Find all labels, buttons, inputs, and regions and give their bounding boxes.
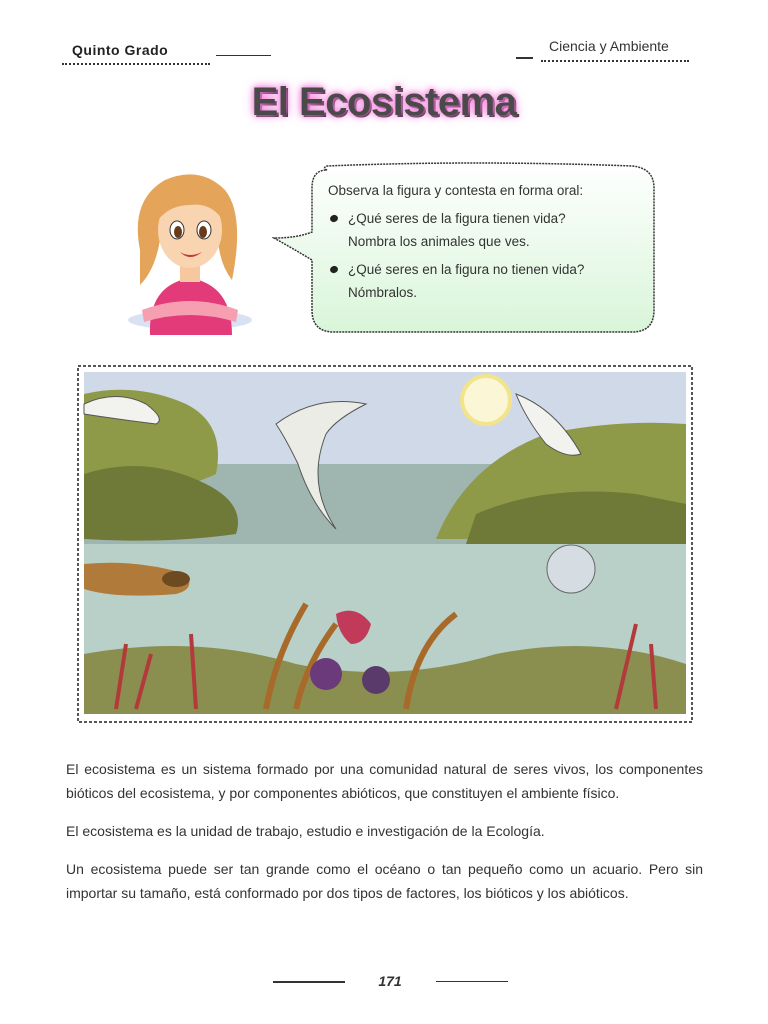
- question-line: ¿Qué seres de la figura tienen vida?: [348, 210, 566, 226]
- girl-illustration: [120, 160, 260, 335]
- page-number: 171: [378, 973, 402, 989]
- question-item: [328, 212, 648, 249]
- header-left-rule: [216, 55, 271, 56]
- body-text: [66, 757, 703, 919]
- paragraph: El ecosistema es un sistema formado por una comunidad natural de seres vivos, los componentes bióticos del ecosistema, y por componentes abióticos, que constituyen el ambiente físico.: [66, 761, 703, 801]
- paragraph: El ecosistema es la unidad de trabajo, estudio e investigación de la Ecología.: [66, 823, 545, 839]
- ecosystem-illustration: [76, 364, 694, 724]
- question-line: ¿Qué seres en la figura no tienen vida?: [348, 261, 585, 277]
- page-title: El Ecosistema: [251, 80, 517, 124]
- footer-right-rule: [436, 981, 508, 982]
- question-line: Nombra los animales que ves.: [348, 234, 530, 249]
- header-grade: [62, 40, 210, 65]
- bullet-icon: [329, 264, 339, 273]
- question-line: Nómbralos.: [348, 285, 418, 300]
- footer-left-rule: [273, 981, 345, 983]
- question-item: [328, 263, 648, 300]
- bubble-content: [328, 184, 648, 314]
- header-subject: Ciencia y Ambiente: [541, 38, 689, 62]
- bullet-icon: [329, 213, 339, 222]
- header-right-dash: [516, 57, 533, 59]
- grade-label: Quinto Grado: [72, 42, 169, 58]
- bubble-intro: Observa la figura y contesta en forma oral:: [328, 183, 584, 198]
- paragraph: Un ecosistema puede ser tan grande como el océano o tan pequeño como un acuario. Pero sin importar su tamaño, está conformado por dos tipos de factores, los bióticos y los abióticos.: [66, 861, 703, 901]
